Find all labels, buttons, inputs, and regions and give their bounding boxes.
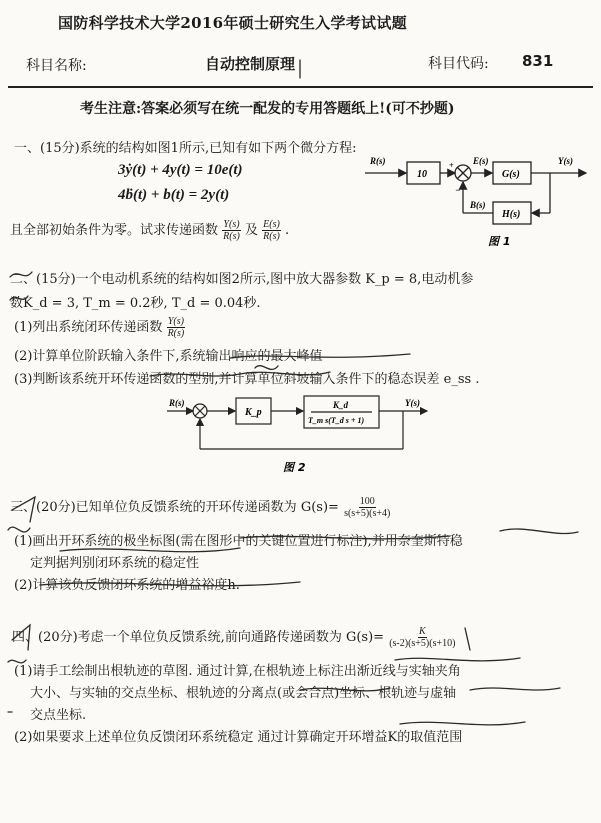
q4-tf-den: (s-2)(s+5)(s+10) [389, 638, 456, 649]
q3-item-2: (2)计算该负反馈闭环系统的增益裕度h. [14, 578, 240, 593]
q3-prefix-text: 三、(20分)已知单位负反馈系统的开环传递函数为 G(s)= [10, 500, 339, 515]
q2-tf-y-over-r [167, 316, 186, 339]
figure-2-block-diagram [165, 392, 435, 478]
q1-tf-y-over-r [222, 219, 241, 242]
fig2-motor-num: K_d [333, 400, 349, 410]
q1-tf2-den: R(s) [263, 231, 280, 242]
q2-line-1: 二、(15分)一个电动机系统的结构如图2所示,图中放大器参数 K_p = 8,电动机参 [10, 272, 474, 287]
subject-code-value: 831 [522, 52, 554, 70]
q1-and: 及 [244, 223, 258, 238]
fig1-b-label: B(s) [470, 200, 486, 210]
subject-code-label: 科目代码: [428, 56, 489, 72]
q4-item-1c: 交点坐标. [30, 708, 87, 723]
fig1-caption: 图 1 [488, 235, 511, 248]
fig1-e-label: E(s) [473, 156, 489, 166]
fig1-gain-label: 10 [417, 169, 427, 180]
q2-item-3: (3)判断该系统开环传递函数的型别,并计算单位斜坡输入条件下的稳态误差 e_ss . [14, 372, 480, 387]
q1-end: . [284, 223, 290, 238]
fig2-r-label: R(s) [169, 398, 185, 408]
q3-tf-den: s(s+5)(s+4) [344, 508, 391, 519]
q3-prefix [10, 496, 391, 519]
q2-item-1-text: (1)列出系统闭环传递函数 [14, 320, 163, 335]
q1-tf1-num: Y(s) [223, 219, 240, 230]
q1-prefix: 一、(15分)系统的结构如图1所示,已知有如下两个微分方程: [14, 141, 357, 156]
q2-item-2: (2)计算单位阶跃输入条件下,系统输出响应的最大峰值 [14, 349, 323, 364]
q4-prefix-text: 四、(20分)考虑一个单位负反馈系统,前向通路传递函数为 G(s)= [12, 630, 385, 645]
q1-tf1-den: R(s) [223, 231, 240, 242]
fig1-minus-sign: − [455, 185, 461, 195]
q3-item-1b: 定判据判别闭环系统的稳定性 [30, 556, 200, 571]
q1-condition [10, 219, 289, 242]
q4-forward-tf [388, 626, 456, 649]
q1-tf2-num: E(s) [263, 219, 280, 230]
q4-prefix [12, 626, 456, 649]
fig1-h-label: H(s) [502, 209, 521, 220]
exam-title: 国防科学技术大学2016年硕士研究生入学考试试题 [58, 14, 407, 32]
q4-tf-num: K [418, 626, 426, 637]
subject-name-value: 自动控制原理 [205, 55, 296, 73]
q1-equation-2: 4ḃ(t) + b(t) = 2y(t) [118, 187, 230, 203]
exam-notice: 考生注意:答案必须写在统一配发的专用答题纸上!(可不抄题) [80, 101, 455, 117]
q2-line-2: 数K_d = 3, T_m = 0.2秒, T_d = 0.04秒. [10, 296, 261, 311]
q2-item-1 [14, 316, 185, 339]
q1-equation-1: 3ẏ(t) + 4y(t) = 10e(t) [118, 162, 243, 178]
q1-tf-e-over-r [262, 219, 281, 242]
q3-open-loop-tf [343, 496, 391, 519]
q3-item-1a: (1)画出开环系统的极坐标图(需在图形中的关键位置进行标注),并用奈奎斯特稳 [14, 534, 463, 549]
subject-name-label: 科目名称: [26, 58, 87, 74]
fig2-motor-den: T_m s(T_d s + 1) [308, 416, 365, 425]
fig2-kp-label: K_p [245, 407, 262, 418]
q2-tf-num: Y(s) [167, 316, 184, 327]
header-divider [8, 86, 593, 88]
q1-condition-text: 且全部初始条件为零。试求传递函数 [10, 223, 219, 238]
q2-tf-den: R(s) [167, 328, 185, 339]
q3-tf-num: 100 [359, 496, 375, 507]
fig1-plus-sign: + [449, 161, 454, 170]
q4-item-2: (2)如果要求上述单位负反馈闭环系统稳定 通过计算确定开环增益K的取值范围 [14, 730, 463, 745]
fig2-caption: 图 2 [283, 461, 306, 474]
q4-item-1a: (1)请手工绘制出根轨迹的草图. 通过计算,在根轨迹上标注出渐近线与实轴夹角 [14, 664, 461, 679]
fig1-g-label: G(s) [502, 169, 520, 180]
figure-1-block-diagram [360, 150, 595, 255]
fig1-y-label: Y(s) [558, 156, 573, 166]
q4-item-1b: 大小、与实轴的交点坐标、根轨迹的分离点(或会合点)坐标、根轨迹与虚轴 [30, 686, 457, 701]
fig1-r-label: R(s) [370, 156, 386, 166]
fig2-y-label: Y(s) [405, 398, 420, 408]
